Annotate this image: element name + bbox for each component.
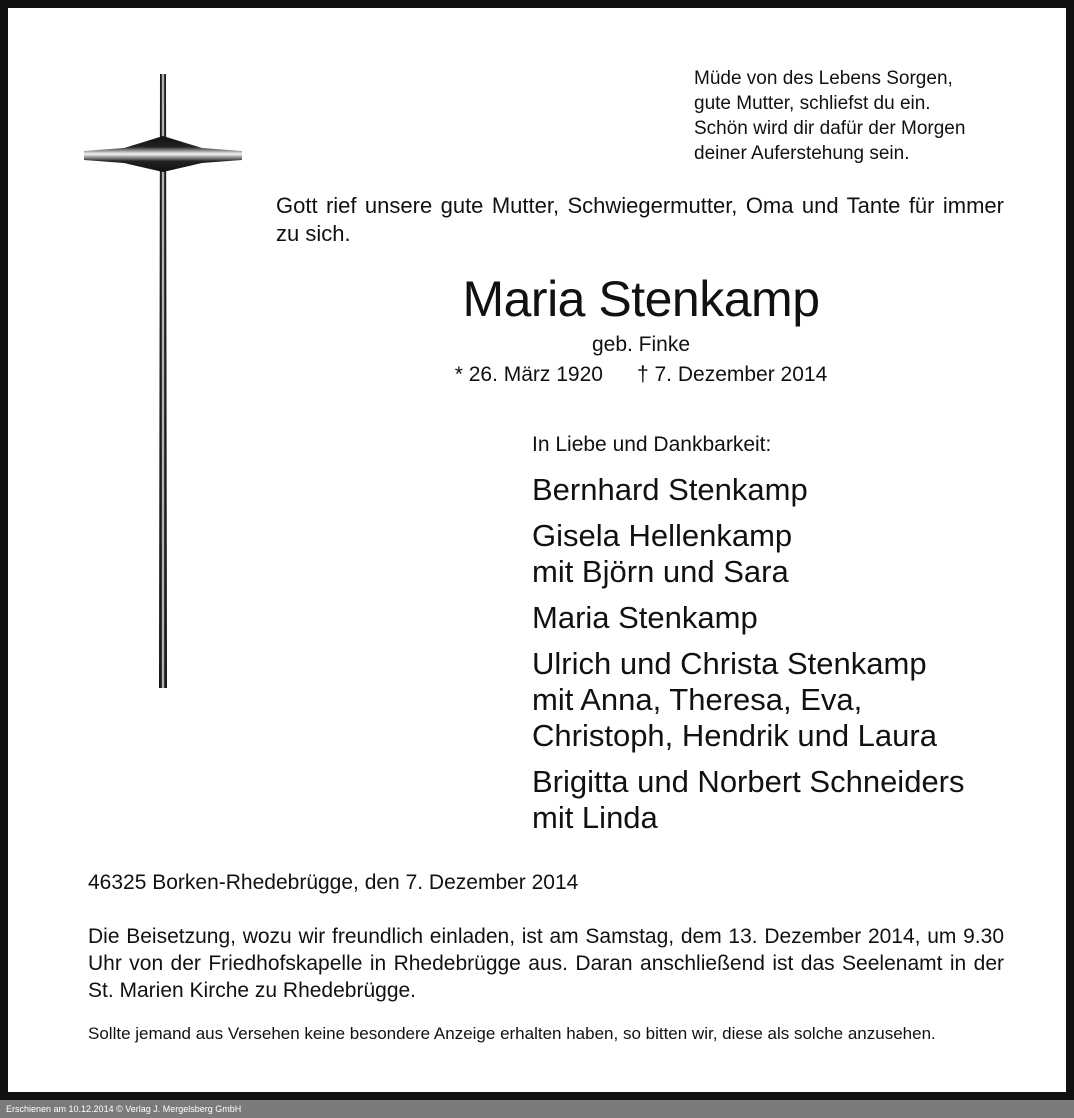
poem-line: deiner Auferstehung sein. <box>694 143 910 164</box>
publication-footer: Erschienen am 10.12.2014 © Verlag J. Mergelsberg GmbH <box>6 1104 242 1114</box>
notice-text: Sollte jemand aus Versehen keine besondere Anzeige erhalten haben, so bitten wir, diese als solche anzusehen. <box>88 1024 936 1043</box>
place-date: 46325 Borken-Rhedebrügge, den 7. Dezember 2014 <box>88 871 579 894</box>
poem-line: Schön wird dir dafür der Morgen <box>694 118 966 139</box>
mourners-heading: In Liebe und Dankbarkeit: <box>532 433 772 456</box>
maiden-name: geb. Finke <box>591 333 691 356</box>
mourner-line: mit Björn und Sara <box>532 554 789 589</box>
life-dates <box>368 362 914 388</box>
poem <box>694 66 1024 166</box>
footer-bar <box>0 1100 1074 1118</box>
mourner-group <box>532 472 1032 508</box>
mourner-line: Maria Stenkamp <box>532 600 758 635</box>
poem-line: Müde von des Lebens Sorgen, <box>694 68 953 89</box>
death-date: † 7. Dezember 2014 <box>636 363 828 386</box>
cross-icon <box>84 74 242 688</box>
intro-text: Gott rief unsere gute Mutter, Schwiegermutter, Oma und Tante für immer zu sich. <box>276 193 1004 246</box>
birth-date: * 26. März 1920 <box>454 363 603 386</box>
poem-line: gute Mutter, schliefst du ein. <box>694 93 931 114</box>
mourner-line: Ulrich und Christa Stenkamp <box>532 646 927 681</box>
mourner-line: mit Anna, Theresa, Eva, <box>532 682 863 717</box>
mourner-line: Gisela Hellenkamp <box>532 518 793 553</box>
funeral-info: Die Beisetzung, wozu wir freundlich einladen, ist am Samstag, dem 13. Dezember 2014, um 9.30 Uhr von der Friedhofskapelle in Rhedebrügge aus. Daran anschließend ist das Seelenamt in der St. Marien Kirche zu Rhedebrügge. <box>88 925 1004 1002</box>
mourner-line: Bernhard Stenkamp <box>532 472 808 507</box>
mourner-group <box>532 646 1032 754</box>
mourner-group <box>532 518 1032 590</box>
mourner-line: Christoph, Hendrik und Laura <box>532 718 937 753</box>
mourner-group <box>532 600 1032 636</box>
mourner-line: mit Linda <box>532 800 658 835</box>
mourner-line: Brigitta und Norbert Schneiders <box>532 764 965 799</box>
deceased-name: Maria Stenkamp <box>462 271 820 327</box>
mourners-list <box>532 472 1032 846</box>
mourner-group <box>532 764 1032 836</box>
